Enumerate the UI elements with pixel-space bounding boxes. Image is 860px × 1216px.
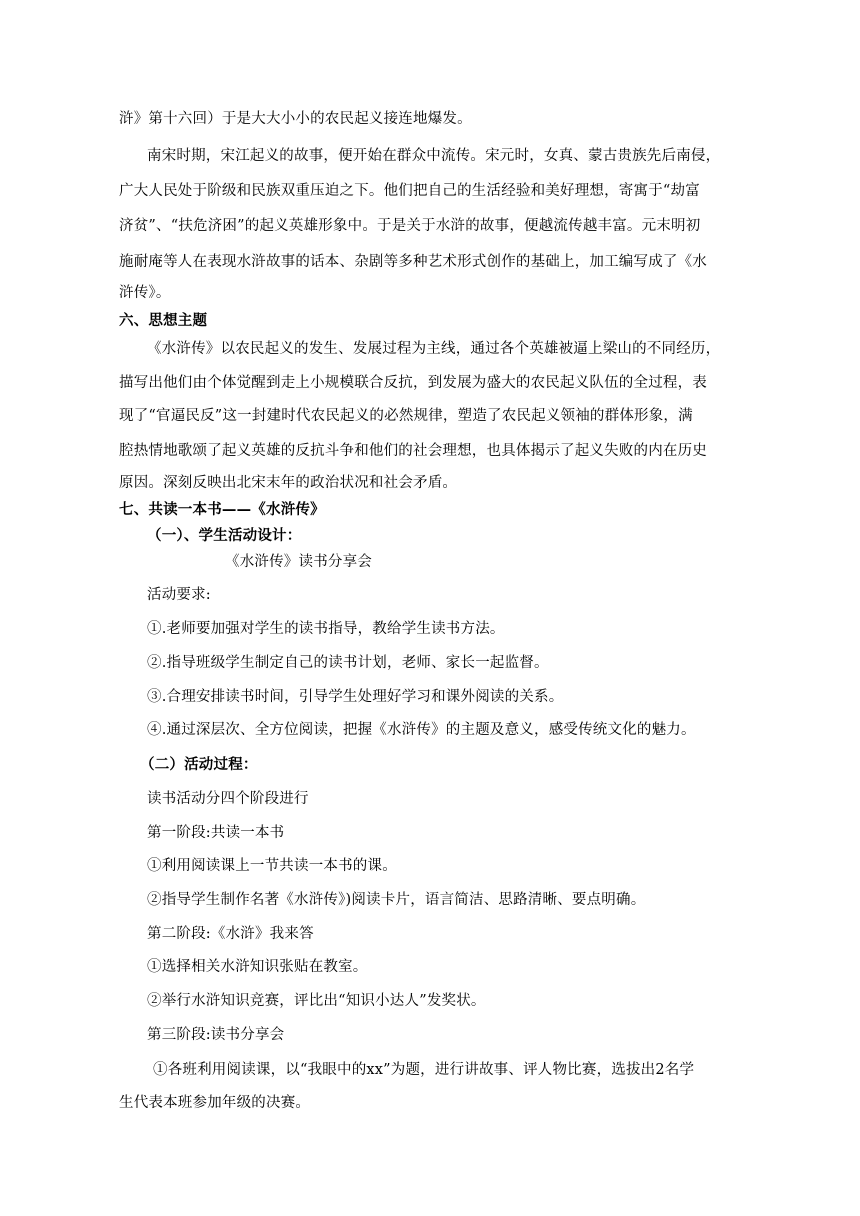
paragraph-line: 活动要求:: [147, 587, 211, 603]
list-item: ①利用阅读课上一节共读一本书的课。: [147, 858, 397, 874]
stage-heading: 第二阶段:《水浒》我来答: [147, 926, 314, 942]
paragraph-line: 生代表本班参加年级的决赛。: [119, 1095, 311, 1111]
list-item: ②举行水浒知识竞赛，评比出“知识小达人”发奖状。: [147, 993, 486, 1009]
stage-heading: 第一阶段:共读一本书: [147, 825, 285, 841]
list-item: ①.老师要加强对学生的读书指导，教给学生读书方法。: [147, 621, 505, 637]
subsection-heading: （一）、学生活动设计：: [147, 528, 302, 544]
paragraph-line: 南宋时期，宋江起义的故事，便开始在群众中流传。宋元时，女真、蒙古贵族先后南侵，: [147, 148, 721, 164]
list-item: ④.通过深层次、全方位阅读，把握《水浒传》的主题及意义，感受传统文化的魅力。: [147, 722, 696, 738]
section-heading: 七、共读一本书——《水浒传》: [119, 502, 325, 518]
section-heading: 六、思想主题: [119, 313, 208, 329]
list-item: ①选择相关水浒知识张贴在教室。: [147, 959, 368, 975]
paragraph-line: 现了“官逼民反”这一封建时代农民起义的必然规律，塑造了农民起义领袖的群体形象，满: [119, 408, 693, 424]
activity-title: 《水浒传》读书分享会: [225, 554, 372, 570]
paragraph-line: 广大人民处于阶级和民族双重压迫之下。他们把自己的生活经验和美好理想，寄寓于“劫富: [119, 183, 700, 199]
subsection-heading: （二）活动过程：: [140, 757, 258, 773]
paragraph-line: 济贫”、“扶危济困”的起义英雄形象中。于是关于水浒的故事，便越流传越丰富。元末明初: [119, 218, 701, 234]
paragraph-line: 《水浒传》以农民起义的发生、发展过程为主线，通过各个英雄被逼上梁山的不同经历，: [147, 341, 721, 357]
paragraph-line: 腔热情地歌颂了起义英雄的反抗斗争和他们的社会理想，也具体揭示了起义失败的内在历史: [119, 443, 707, 459]
paragraph-line: 描写出他们由个体觉醒到走上小规模联合反抗，到发展为盛大的农民起义队伍的全过程，表: [119, 375, 707, 391]
paragraph-line: 原因。深刻反映出北宋末年的政治状况和社会矛盾。: [119, 475, 458, 491]
paragraph-line: 浒传》。: [119, 285, 171, 301]
list-item: ②指导学生制作名著《水浒传》)阅读卡片，语言简洁、思路清晰、要点明确。: [147, 892, 646, 908]
list-item: ③.合理安排读书时间，引导学生处理好学习和课外阅读的关系。: [147, 689, 564, 705]
list-item: ②.指导班级学生制定自己的读书计划，老师、家长一起监督。: [147, 655, 549, 671]
paragraph-line: 读书活动分四个阶段进行: [147, 791, 309, 807]
paragraph-line: 浒》第十六回）于是大大小小的农民起义接连地爆发。: [119, 111, 472, 127]
list-item: ①各班利用阅读课，以“我眼中的xx”为题，进行讲故事、评人物比赛，选拔出2名学: [153, 1062, 695, 1078]
paragraph-line: 施耐庵等人在表现水浒故事的话本、杂剧等多种艺术形式创作的基础上，加工编写成了《水: [119, 254, 707, 270]
stage-heading: 第三阶段:读书分享会: [147, 1027, 285, 1043]
